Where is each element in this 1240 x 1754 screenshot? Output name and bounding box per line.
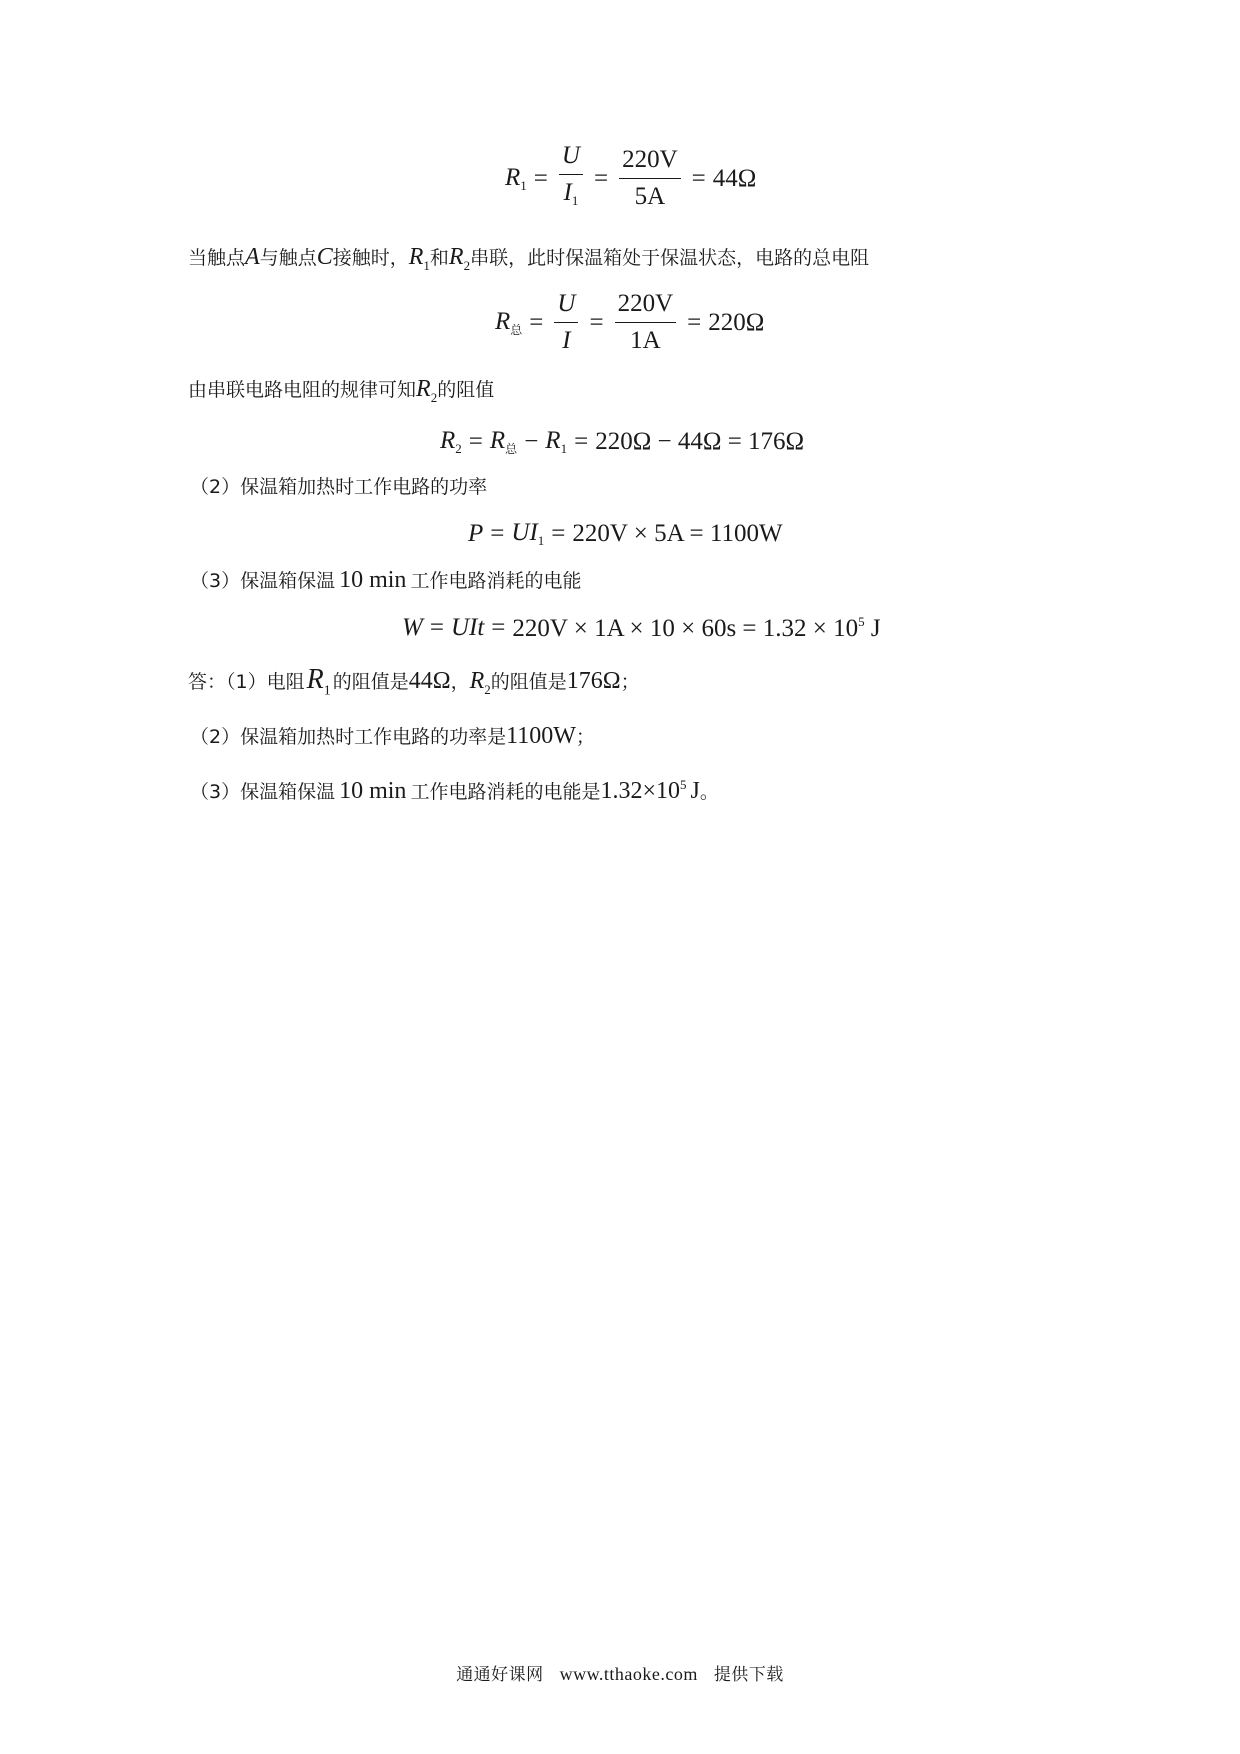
equation-energy: W = UIt = $220V \times 1A \times 10 \times 60s = 1.32 \times 10^5$ J [402,613,881,642]
footer-site-name: 通通好课网 [456,1665,544,1685]
text-line-energy-heading: （3）保温箱保温 10 min 工作电路消耗的电能 [190,567,582,593]
eq4-rhs: 220V × 5A = 1100W [572,520,783,547]
eq5-rhs: $220V \times 1A \times 10 \times 60s = 1.32 \times 10^5$ J [512,613,881,642]
answer-line-3: （3）保温箱保温 10 min 工作电路消耗的电能是$1.32\times 10^5$ J。 [190,777,719,804]
equation-power: P = $UI_1$ = 220V × 5A = 1100W [468,519,783,548]
text-line-power-heading: （2）保温箱加热时工作电路的功率 [190,476,488,498]
equation-r2: $R_2$ = $R_总$ − $R_1$ = 220Ω − 44Ω = 176Ω [440,427,805,456]
eq2-result: 220Ω [708,308,765,336]
eq2-lhs: $R_总$ [495,307,523,337]
eq2-fraction-2: $\frac{220V}{1A}$ [615,288,677,357]
answer-line-1: 答：（1）电阻$R_1$ 的阻值是44Ω，$R_2$的阻值是176Ω； [188,664,640,699]
eq2-fraction-1: $\frac{U}{I}$ [554,288,578,357]
text-line-r2-value: 由串联电路电阻的规律可知$R_2$的阻值 [188,376,495,405]
footer-download-text: 提供下载 [713,1665,784,1685]
footer-url[interactable]: www.tthaoke.com [559,1664,698,1684]
eq1-fraction-1: $\frac{U}{I_1}$ [559,140,583,217]
eq1-result: 44Ω [712,164,757,192]
eq1-lhs: $R_1$ [505,163,527,193]
text-line-series-circuit: 当触点A与触点C接触时，$R_1$和$R_2$串联，此时保温箱处于保温状态，电路的总电阻 [188,244,870,273]
page-footer [0,1660,1240,1685]
equation-r1: $R_1$ = $\frac{U}{I_1}$ = $\frac{220V}{5A}$ = 44Ω [505,140,756,217]
eq3-rhs: 220Ω − 44Ω = 176Ω [595,428,805,455]
eq1-fraction-2: $\frac{220V}{5A}$ [619,144,681,213]
equation-r-total: $R_总$ = $\frac{U}{I}$ = $\frac{220V}{1A}$ = 220Ω [495,288,764,357]
answer-line-2: （2）保温箱加热时工作电路的功率是1100W； [190,723,595,749]
